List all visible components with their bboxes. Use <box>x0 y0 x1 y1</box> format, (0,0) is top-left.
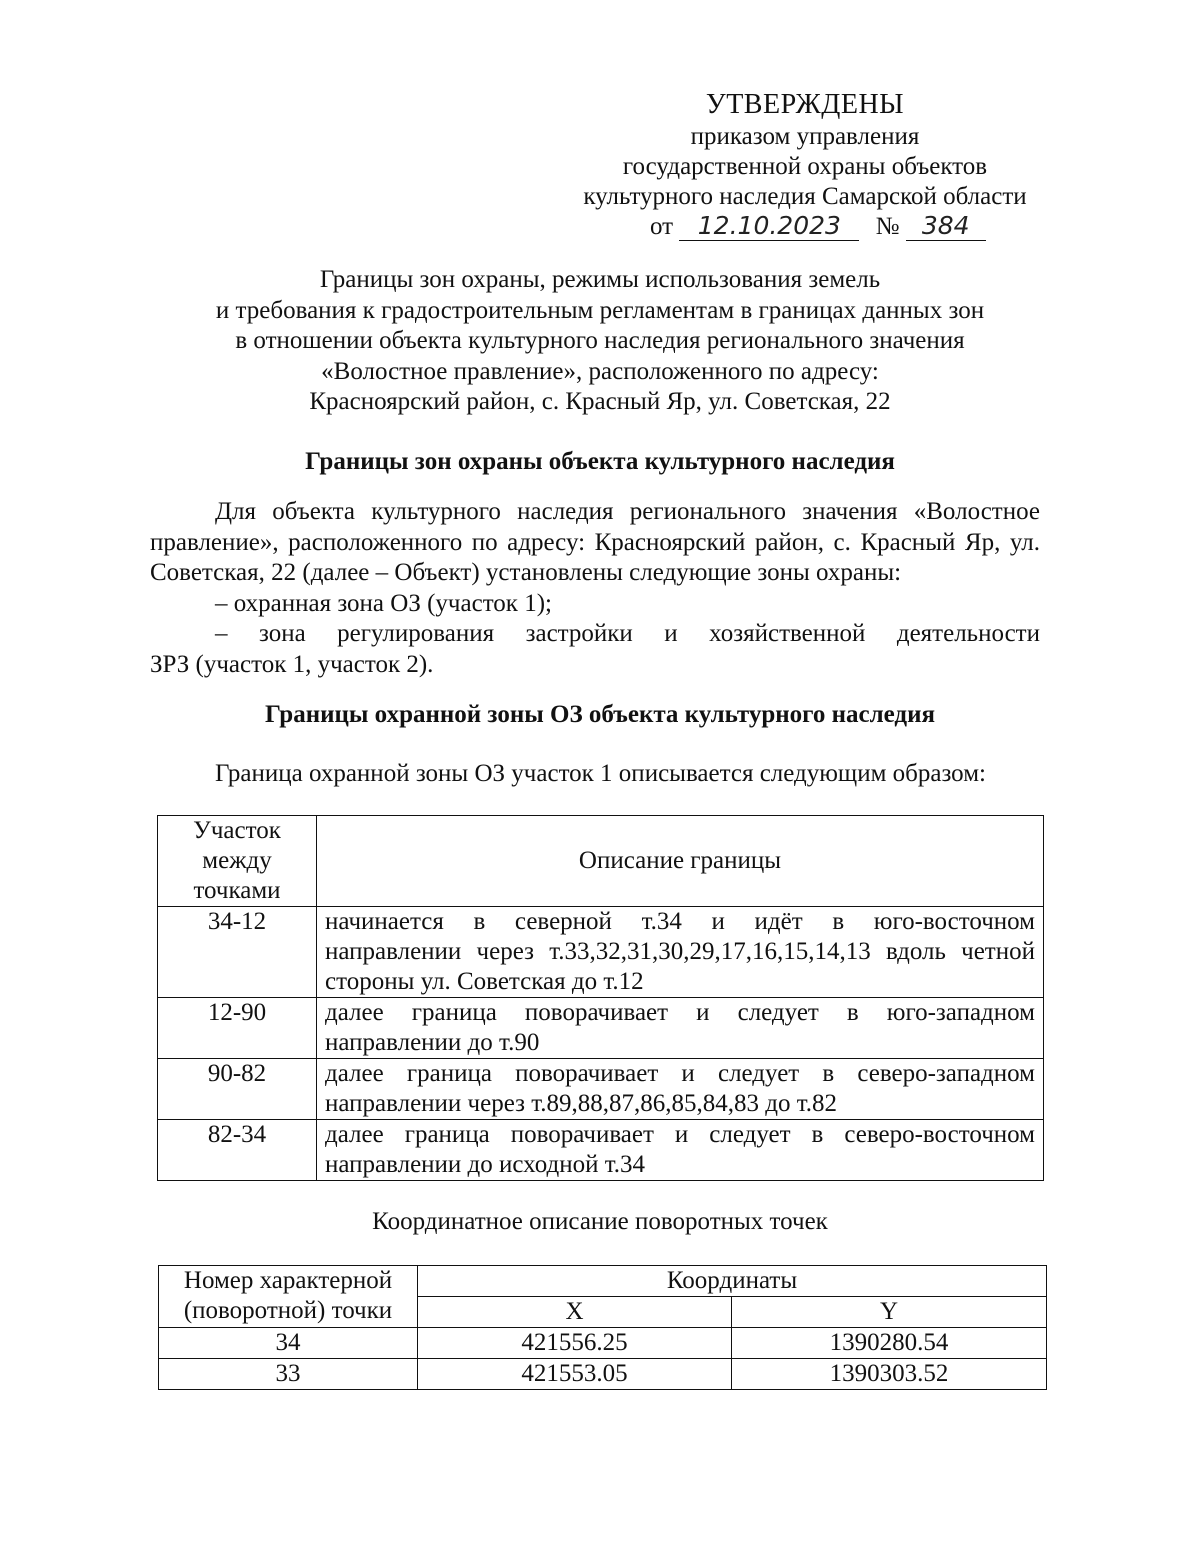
header-segment <box>158 816 317 907</box>
point-cell: 34 <box>159 1328 418 1359</box>
header-segment-line: Участок <box>193 817 281 844</box>
header-point-line: (поворотной) точки <box>183 1297 393 1324</box>
description-cell <box>317 998 1044 1059</box>
oz-intro: Граница охранной зоны ОЗ участок 1 описывается следующим образом: <box>215 760 986 787</box>
order-number: 384 <box>906 212 986 241</box>
table-row <box>159 1359 1047 1390</box>
segment-cell: 90-82 <box>158 1059 317 1120</box>
table-row <box>158 1059 1044 1120</box>
title-line-5: Красноярский район, с. Красный Яр, ул. Советская, 22 <box>309 388 891 415</box>
header-x: X <box>418 1297 732 1328</box>
title-line-1: Границы зон охраны, режимы использования земель <box>319 266 881 293</box>
order-date: 12.10.2023 <box>679 212 859 241</box>
number-prefix: № <box>875 213 900 240</box>
x-cell: 421553.05 <box>418 1359 732 1390</box>
zone-item-rzr-line-2: ЗРЗ (участок 1, участок 2). <box>150 650 434 678</box>
section-heading-oz: Границы охранной зоны ОЗ объекта культурного наследия <box>264 701 936 728</box>
approval-line-1: приказом управления <box>690 123 920 150</box>
header-segment-line: точками <box>193 877 281 904</box>
title-line-4: «Волостное правление», расположенного по адресу: <box>321 357 879 385</box>
description-line: далее граница поворачивает и следует в северо-западном <box>325 1060 1035 1087</box>
description-line: далее граница поворачивает и следует в юго-западном <box>325 999 1035 1026</box>
table-row <box>158 998 1044 1059</box>
description-cell <box>317 1120 1044 1181</box>
description-line: направлении через т.33,32,31,30,29,17,16,15,14,13 вдоль четной <box>325 938 1035 965</box>
section-zones-body <box>150 497 1040 680</box>
description-line: стороны ул. Советская до т.12 <box>325 968 644 995</box>
approval-block <box>560 88 1050 246</box>
date-prefix: от <box>650 213 674 240</box>
point-cell: 33 <box>159 1359 418 1390</box>
description-cell <box>317 907 1044 998</box>
header-coords: Координаты <box>418 1266 1047 1297</box>
coords-table <box>158 1265 1047 1390</box>
description-line: направлении до т.90 <box>325 1029 540 1056</box>
coords-header-row-1 <box>159 1266 1047 1297</box>
table-row <box>158 907 1044 998</box>
section-heading-zones: Границы зон охраны объекта культурного наследия <box>305 448 895 475</box>
header-point <box>159 1266 418 1328</box>
zone-item-oz: – охранная зона ОЗ (участок 1); <box>215 589 552 617</box>
title-line-3: в отношении объекта культурного наследия регионального значения <box>235 327 965 354</box>
zone-item-rzr-line-1: – зона регулирования застройки и хозяйственной деятельности <box>215 620 1040 647</box>
description-line: далее граница поворачивает и следует в северо-восточном <box>325 1121 1035 1148</box>
x-cell: 421556.25 <box>418 1328 732 1359</box>
description-line: направлении через т.89,88,87,86,85,84,83 до т.82 <box>325 1090 838 1117</box>
order-date-number <box>560 212 1050 246</box>
boundary-table <box>157 815 1044 1181</box>
segment-cell: 34-12 <box>158 907 317 998</box>
header-segment-line: между <box>202 847 272 874</box>
description-line: начинается в северной т.34 и идёт в юго-восточном <box>325 908 1035 935</box>
y-cell: 1390280.54 <box>732 1328 1047 1359</box>
header-description: Описание границы <box>317 816 1044 907</box>
description-line: направлении до исходной т.34 <box>325 1151 646 1178</box>
header-point-line: Номер характерной <box>183 1267 393 1294</box>
y-cell: 1390303.52 <box>732 1359 1047 1390</box>
table-row <box>159 1328 1047 1359</box>
title-line-2: и требования к градостроительным регламентам в границах данных зон <box>215 296 985 324</box>
coords-caption: Координатное описание поворотных точек <box>372 1208 828 1235</box>
document-title <box>150 265 1050 418</box>
segment-cell: 12-90 <box>158 998 317 1059</box>
segment-cell: 82-34 <box>158 1120 317 1181</box>
approval-line-3: культурного наследия Самарской области <box>583 183 1027 210</box>
boundary-table-header <box>158 816 1044 907</box>
description-cell <box>317 1059 1044 1120</box>
header-y: Y <box>732 1297 1047 1328</box>
approval-title: УТВЕРЖДЕНЫ <box>705 89 905 120</box>
approval-line-2: государственной охраны объектов <box>622 153 988 180</box>
zones-paragraph: Для объекта культурного наследия регионального значения «Волостное правление», расположенного по адресу: Красноярский район, с. Красный Яр, ул. Советская, 22 (далее – Объект) установлены следующие зоны охраны: <box>150 498 1040 586</box>
table-row <box>158 1120 1044 1181</box>
